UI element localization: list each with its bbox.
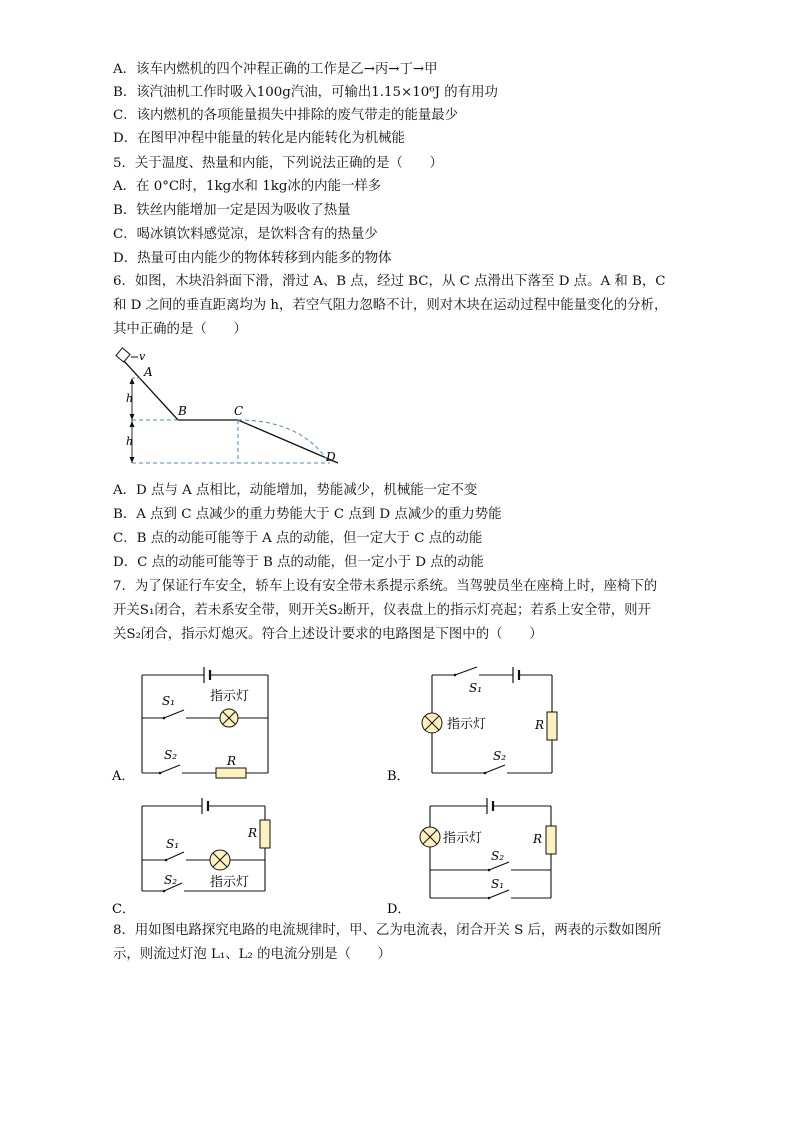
label-c: C (234, 404, 244, 418)
circuit-a-lamp-label: 指示灯 (210, 689, 250, 704)
circuit-c-r: R (248, 826, 258, 840)
circuit-c-s2: S₂ (164, 873, 178, 887)
label-h-lower: h (126, 435, 134, 448)
label-b: B (178, 404, 187, 418)
circuit-d-lamp-label: 指示灯 (443, 831, 483, 846)
circuit-d-s2: S₂ (491, 849, 505, 863)
circuit-c-s1: S₁ (166, 837, 180, 851)
q5-stem: 5．关于温度、热量和内能，下列说法正确的是（ ） (113, 156, 443, 171)
q8-stem-line-2: 示，则流过灯泡 L₁、L₂ 的电流分别是（ ） (113, 947, 392, 962)
q6-stem-line-1: 6．如图，木块沿斜面下滑，滑过 A、B 点，经过 BC，从 C 点滑出下落至 D 点。A 和 B，C (113, 274, 666, 289)
circuit-b-letter: B． (387, 769, 410, 784)
circuit-d-r: R (533, 832, 543, 846)
q4-option-d: D．在图甲冲程中能量的转化是内能转化为机械能 (113, 131, 405, 146)
circuit-b (385, 655, 570, 785)
label-a: A (144, 365, 153, 379)
q6-stem-line-2: 和 D 之间的垂直距离均为 h，若空气阻力忽略不计，则对木块在运动过程中能量变化的分析， (113, 298, 668, 313)
circuit-a-letter: A． (112, 769, 135, 784)
q5-option-b: B．铁丝内能增加一定是因为吸收了热量 (113, 203, 351, 218)
q5-option-c: C．喝冰镇饮料感觉凉，是饮料含有的热量少 (113, 227, 378, 242)
q6-slope-figure (110, 345, 350, 470)
q5-option-d: D．热量可由内能少的物体转移到内能多的物体 (113, 251, 392, 266)
q7-stem-line-3: 关S₂闭合，指示灯熄灭。符合上述设计要求的电路图是下图中的（ ） (113, 627, 543, 642)
circuit-a-s2: S₂ (164, 748, 178, 762)
q6-stem-line-3: 其中正确的是（ ） (113, 322, 247, 337)
q8-stem-line-1: 8．用如图电路探究电路的电流规律时，甲、乙为电流表，闭合开关 S 后，两表的示数如图所 (113, 923, 662, 938)
circuit-b-r: R (535, 718, 545, 732)
circuit-b-s2: S₂ (493, 749, 507, 763)
label-v: v (139, 350, 146, 363)
label-h-upper: h (126, 392, 134, 405)
circuit-d (385, 790, 570, 920)
circuit-c (110, 790, 290, 920)
circuit-a-s1: S₁ (162, 694, 176, 708)
circuit-c-lamp-label: 指示灯 (210, 875, 250, 890)
q5-option-a: A．在 0°C时，1kg水和 1kg冰的内能一样多 (113, 179, 382, 194)
q4-option-a: A．该车内燃机的四个冲程正确的工作是乙→丙→丁→甲 (113, 62, 438, 77)
q4-option-c: C．该内燃机的各项能量损失中排除的废气带走的能量最少 (113, 108, 459, 123)
circuit-a-r: R (227, 754, 237, 768)
q7-stem-line-2: 开关S₁闭合，若未系安全带，则开关S₂断开，仪表盘上的指示灯亮起；若系上安全带，则开 (113, 603, 651, 618)
circuit-a (110, 655, 290, 785)
q7-stem-line-1: 7．为了保证行车安全，轿车上设有安全带未系提示系统。当驾驶员坐在座椅上时，座椅下的 (113, 579, 658, 594)
q4-option-b: B．该汽油机工作时吸入100g汽油，可输出1.15×10⁶J 的有用功 (113, 85, 498, 100)
circuit-c-letter: C． (112, 902, 135, 917)
circuit-b-lamp-label: 指示灯 (447, 717, 487, 732)
q6-option-c: C．B 点的动能可能等于 A 点的动能，但一定大于 C 点的动能 (113, 531, 483, 546)
label-d: D (326, 450, 336, 464)
q6-option-d: D．C 点的动能可能等于 B 点的动能，但一定小于 D 点的动能 (113, 555, 484, 570)
circuit-d-letter: D． (387, 902, 411, 917)
q6-option-b: B．A 点到 C 点减少的重力势能大于 C 点到 D 点减少的重力势能 (113, 507, 502, 522)
circuit-d-s1: S₁ (491, 877, 505, 891)
q6-option-a: A．D 点与 A 点相比，动能增加，势能减少，机械能一定不变 (113, 483, 478, 498)
circuit-b-s1: S₁ (469, 681, 483, 695)
